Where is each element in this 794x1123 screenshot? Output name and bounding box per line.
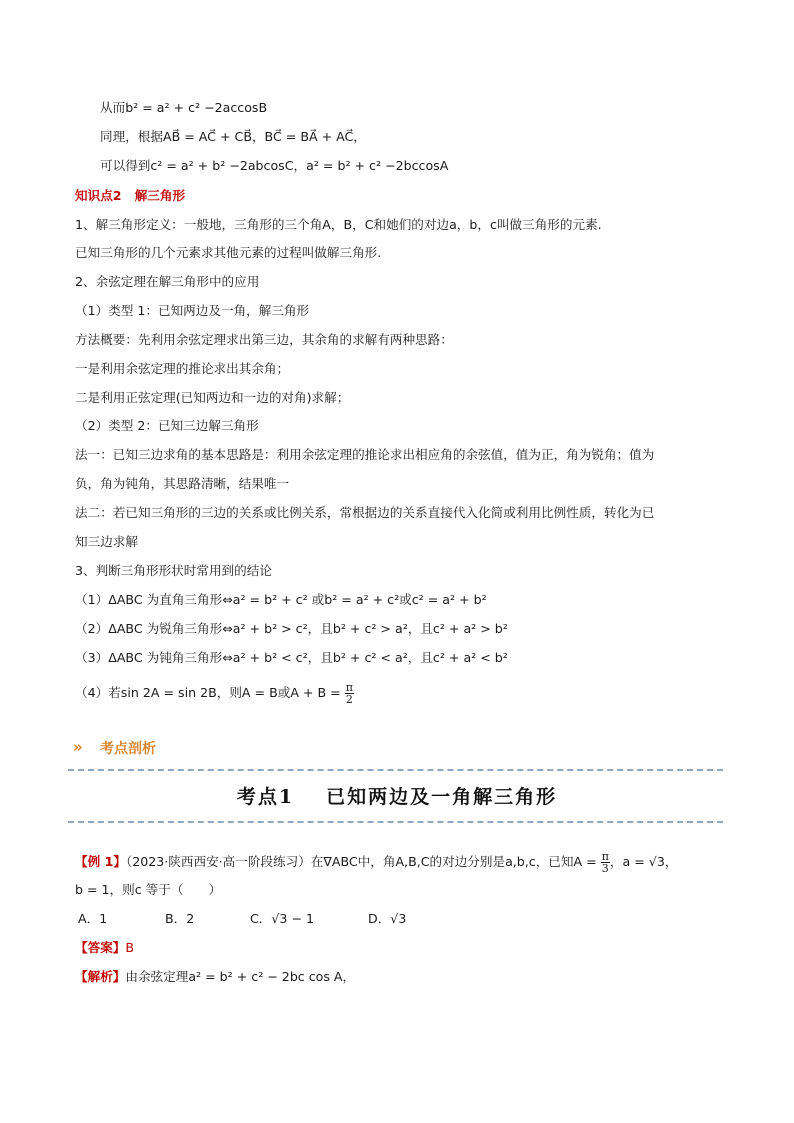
analysis-text: 由余弦定理a² = b² + c² − 2bc cos A，	[125, 969, 356, 984]
option-c: C．√3 − 1	[250, 911, 314, 926]
formula-line-3: 可以得到c² = a² + b² −2abcosC，a² = b² + c² −2bccosA	[100, 158, 449, 173]
conclusion-sine-text: （4）若sin 2A = sin 2B，则A = B或A + B =	[75, 685, 341, 700]
paragraph-approach-2a: 法二：若已知三角形的三边的关系或比例关系，常根据边的关系直接代入化简或利用比例性质，转化为已	[75, 505, 655, 520]
analysis-label: 【解析】	[75, 969, 126, 984]
knowledge-point-2-heading	[75, 187, 185, 205]
option-b: B．2	[165, 911, 195, 926]
fraction-denominator: 3	[601, 862, 609, 875]
example-label: 【例 1】	[75, 854, 126, 869]
paragraph-method: 方法概要：先利用余弦定理求出第三边，其余角的求解有两种思路：	[75, 332, 453, 347]
divider-top	[68, 769, 723, 771]
answer-label: 【答案】	[75, 940, 126, 955]
knowledge-point-title: 解三角形	[134, 188, 186, 203]
pi-over-two-fraction	[345, 682, 354, 705]
analysis-line	[75, 968, 355, 986]
example-text: （2023·陕西西安·高一阶段练习）在∇ABC中，角A,B,C的对边分别是a,b,c，已知A =	[125, 854, 597, 869]
answer-line	[75, 939, 134, 957]
option-d: D．√3	[368, 911, 407, 926]
conclusion-sine-equal	[75, 678, 354, 708]
pi-over-three-fraction	[601, 851, 610, 874]
conclusion-acute-triangle: （2）ΔABC 为锐角三角形⇔a² + b² > c²，且b² + c² > a²，且c² + a² > b²	[75, 621, 508, 636]
fraction-numerator: π	[601, 850, 609, 863]
chevron-double-right-icon: »	[73, 738, 83, 756]
paragraph-approach-2b: 知三边求解	[75, 534, 138, 549]
fraction-denominator: 2	[345, 693, 353, 706]
example-text-tail: ，a = √3，	[609, 854, 678, 869]
paragraph-conclusions: 3、判断三角形形状时常用到的结论	[75, 563, 272, 578]
paragraph-application: 2、余弦定理在解三角形中的应用	[75, 274, 260, 289]
topic-number: 考点1	[236, 786, 295, 808]
paragraph-approach-1b: 负，角为钝角，其思路清晰，结果唯一	[75, 476, 290, 491]
paragraph-method-2: 二是利用正弦定理(已知两边和一边的对角)求解；	[75, 390, 350, 405]
answer-value: B	[125, 940, 135, 955]
section-title: 考点剖析	[100, 741, 156, 757]
conclusion-right-triangle: （1）ΔABC 为直角三角形⇔a² = b² + c² 或b² = a² + c²或c² = a² + b²	[75, 592, 487, 607]
example-question-2: b = 1，则c 等于（ ）	[75, 882, 222, 897]
knowledge-point-label: 知识点2	[75, 188, 122, 203]
paragraph-approach-1a: 法一：已知三边求角的基本思路是：利用余弦定理的推论求出相应角的余弦值，值为正，角为锐角；值为	[75, 447, 655, 462]
topic-title: 已知两边及一角解三角形	[326, 786, 558, 808]
paragraph-type-1: （1）类型 1：已知两边及一角，解三角形	[75, 303, 310, 318]
example-question	[75, 849, 677, 875]
paragraph-definition-2: 已知三角形的几个元素求其他元素的过程叫做解三角形.	[75, 245, 382, 260]
conclusion-obtuse-triangle: （3）ΔABC 为钝角三角形⇔a² + b² < c²，且b² + c² < a²，且c² + a² < b²	[75, 650, 508, 665]
formula-line-1: 从而b² = a² + c² −2accosB	[100, 100, 268, 115]
option-a: A．1	[78, 911, 108, 926]
paragraph-type-2: （2）类型 2：已知三边解三角形	[75, 418, 259, 433]
paragraph-definition: 1、解三角形定义：一般地，三角形的三个角A，B，C和她们的对边a，b，c叫做三角形的元素.	[75, 217, 602, 232]
topic-heading	[0, 782, 794, 809]
paragraph-method-1: 一是利用余弦定理的推论求出其余角；	[75, 361, 290, 376]
formula-line-2: 同理，根据AB⃗ = AC⃗ + CB⃗，BC⃗ = BA⃗ + AC⃗，	[100, 129, 366, 144]
fraction-numerator: π	[345, 681, 353, 694]
divider-bottom	[68, 821, 723, 823]
